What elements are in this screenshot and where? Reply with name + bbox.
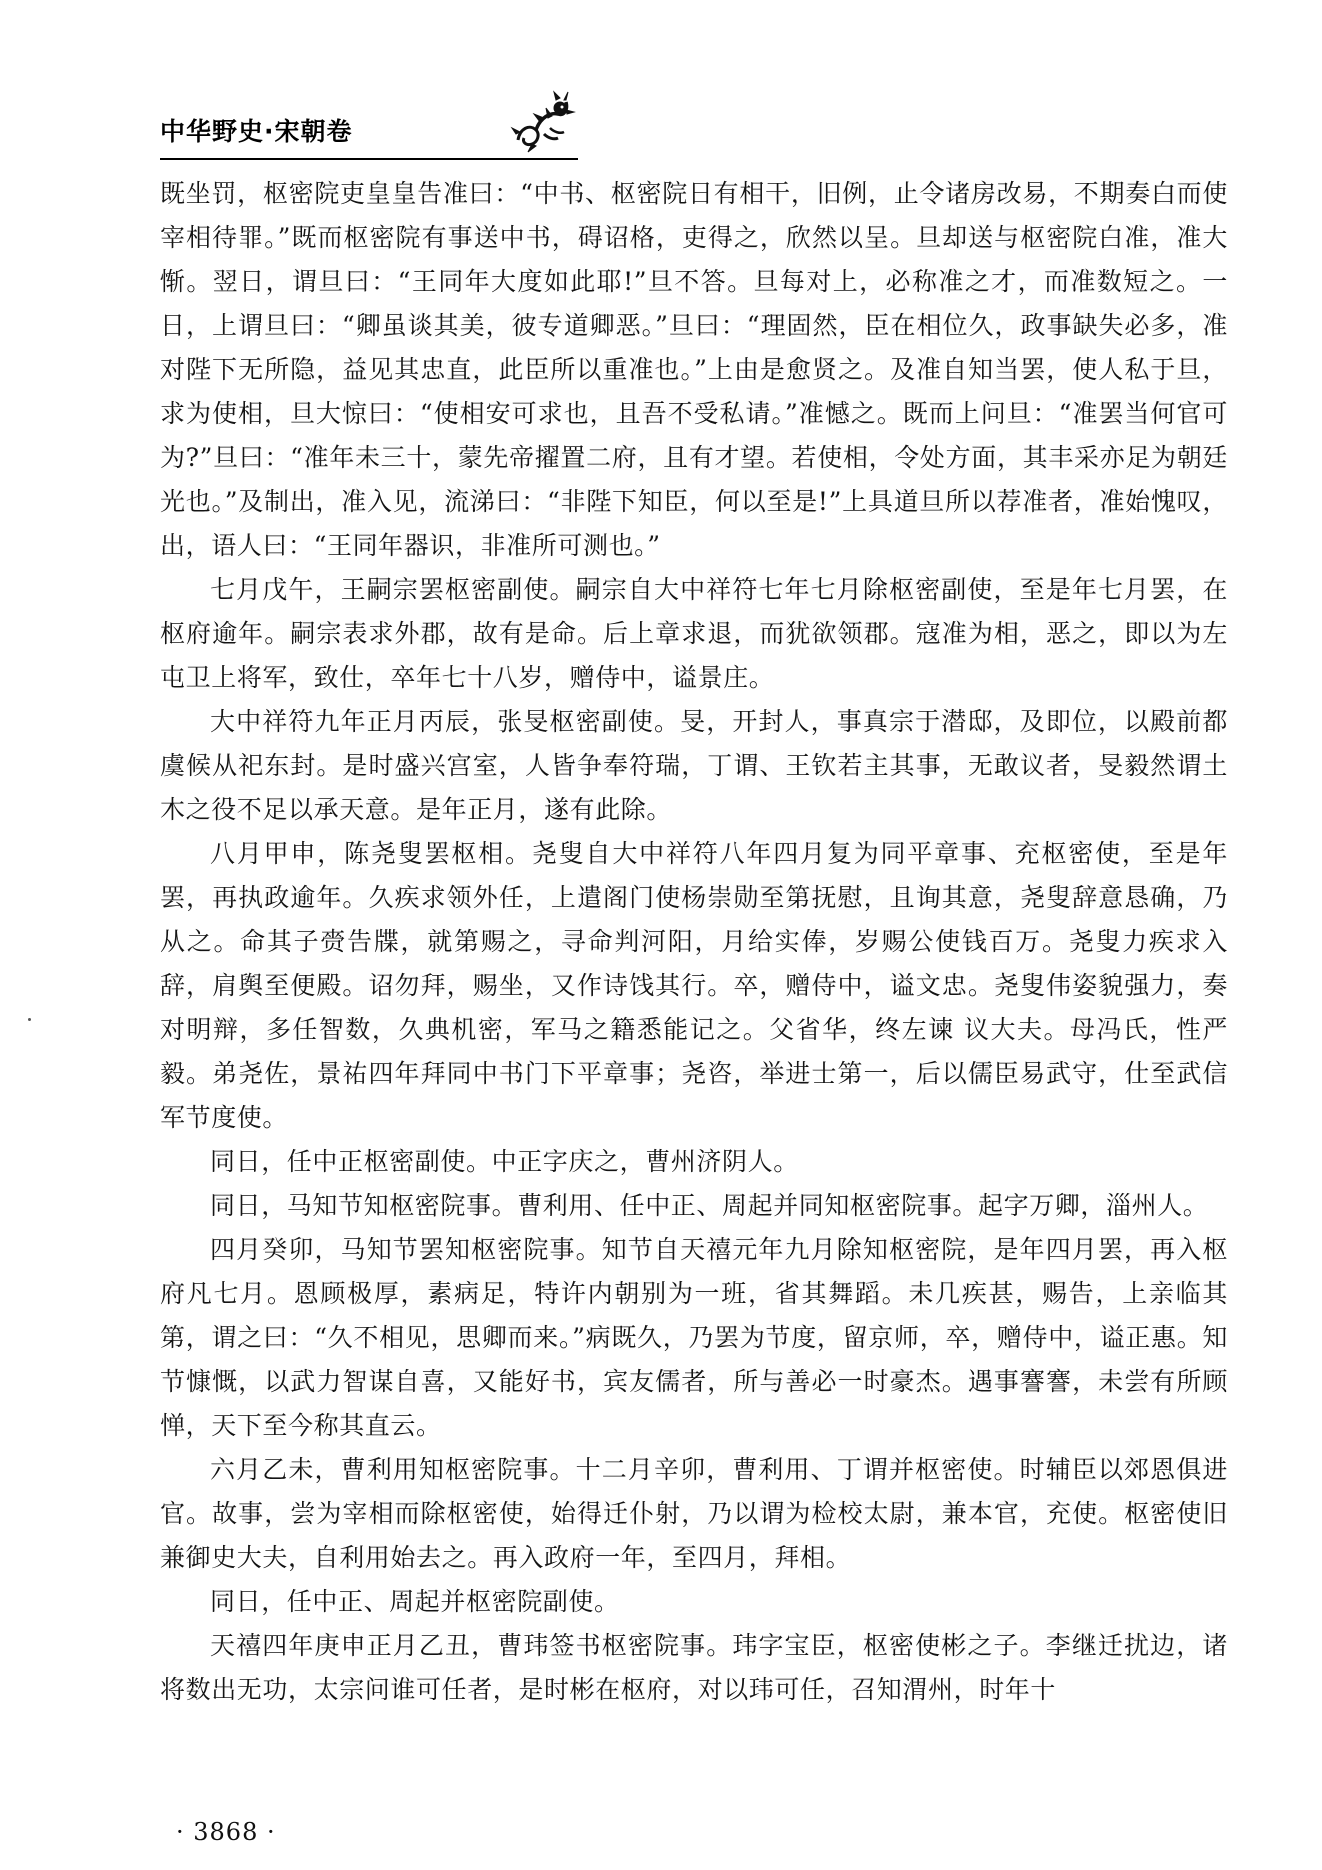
paragraph: 天禧四年庚申正月乙丑，曹玮签书枢密院事。玮字宝臣，枢密使彬之子。李继迁扰边，诸将数出无功，太宗问谁可任者，是时彬在枢府，对以玮可任，召知渭州，时年十	[160, 1631, 1228, 1704]
paragraph: 既坐罚，枢密院吏皇皇告准曰：“中书、枢密院日有相干，旧例，止令诸房改易，不期奏白而使宰相待罪。”既而枢密院有事送中书，碍诏格，吏得之，欣然以呈。旦却送与枢密院白准，准大惭。翌日，谓旦曰：“王同年大度如此耶!”旦不答。旦每对上，必称准之才，而准数短之。一日，上谓旦曰：“卿虽谈其美，彼专道卿恶。”旦曰：“理固然，臣在相位久，政事缺失必多，准对陛下无所隐，益见其忠直，此臣所以重准也。”上由是愈贤之。及准自知当罢，使人私于旦，求为使相，旦大惊曰：“使相安可求也，且吾不受私请。”准憾之。既而上问旦：“准罢当何官可为?”旦曰：“准年未三十，蒙先帝擢置二府，且有才望。若使相，令处方面，其丰采亦足为朝廷光也。”及制出，准入见，流涕曰：“非陛下知臣，何以至是!”上具道旦所以荐准者，准始愧叹，出，语人曰：“王同年器识，非准所可测也。”	[160, 179, 1228, 560]
body-text	[160, 172, 1228, 1712]
book-title: 中华野史·宋朝卷	[160, 117, 353, 146]
paragraph: 同日，任中正枢密副使。中正字庆之，曹州济阴人。	[210, 1147, 799, 1176]
paragraph: 六月乙未，曹利用知枢密院事。十二月辛卯，曹利用、丁谓并枢密使。时辅臣以郊恩俱进官。故事，尝为宰相而除枢密使，始得迁仆射，乃以谓为检校太尉，兼本官，充使。枢密使旧兼御史大夫，自利用始去之。再入政府一年，至四月，拜相。	[160, 1455, 1228, 1572]
scan-speck	[28, 1018, 31, 1021]
page-number: · 3868 ·	[176, 1818, 276, 1846]
running-header	[160, 88, 578, 158]
dragon-emblem-icon	[510, 88, 576, 154]
paragraph: 大中祥符九年正月丙辰，张旻枢密副使。旻，开封人，事真宗于潜邸，及即位，以殿前都虞候从祀东封。是时盛兴宫室，人皆争奉符瑞，丁谓、王钦若主其事，无敢议者，旻毅然谓土木之役不足以承天意。是年正月，遂有此除。	[160, 707, 1228, 824]
paragraph: 同日，任中正、周起并枢密院副使。	[210, 1587, 620, 1616]
paragraph: 同日，马知节知枢密院事。曹利用、任中正、周起并同知枢密院事。起字万卿，淄州人。	[210, 1191, 1209, 1220]
paragraph: 七月戊午，王嗣宗罢枢密副使。嗣宗自大中祥符七年七月除枢密副使，至是年七月罢，在枢府逾年。嗣宗表求外郡，故有是命。后上章求退，而犹欲领郡。寇准为相，恶之，即以为左屯卫上将军，致仕，卒年七十八岁，赠侍中，谥景庄。	[160, 575, 1228, 692]
header-rule	[160, 158, 578, 160]
paragraph: 四月癸卯，马知节罢知枢密院事。知节自天禧元年九月除知枢密院，是年四月罢，再入枢府凡七月。恩顾极厚，素病足，特许内朝别为一班，省其舞蹈。未几疾甚，赐告，上亲临其第，谓之曰：“久不相见，思卿而来。”病既久，乃罢为节度，留京师，卒，赠侍中，谥正惠。知节慷慨，以武力智谋自喜，又能好书，宾友儒者，所与善必一时豪杰。遇事謇謇，未尝有所顾惮，天下至今称其直云。	[160, 1235, 1228, 1440]
paragraph: 八月甲申，陈尧叟罢枢相。尧叟自大中祥符八年四月复为同平章事、充枢密使，至是年罢，再执政逾年。久疾求领外任，上遣阁门使杨崇勋至第抚慰，且询其意，尧叟辞意恳确，乃从之。命其子赍告牒，就第赐之，寻命判河阳，月给实俸，岁赐公使钱百万。尧叟力疾求入辞，肩舆至便殿。诏勿拜，赐坐，又作诗饯其行。卒，赠侍中，谥文忠。尧叟伟姿貌强力，奏对明辩，多任智数，久典机密，军马之籍悉能记之。父省华，终左谏 议大夫。母冯氏，性严毅。弟尧佐，景祐四年拜同中书门下平章事；尧咨，举进士第一，后以儒臣易武守，仕至武信军节度使。	[160, 839, 1228, 1132]
